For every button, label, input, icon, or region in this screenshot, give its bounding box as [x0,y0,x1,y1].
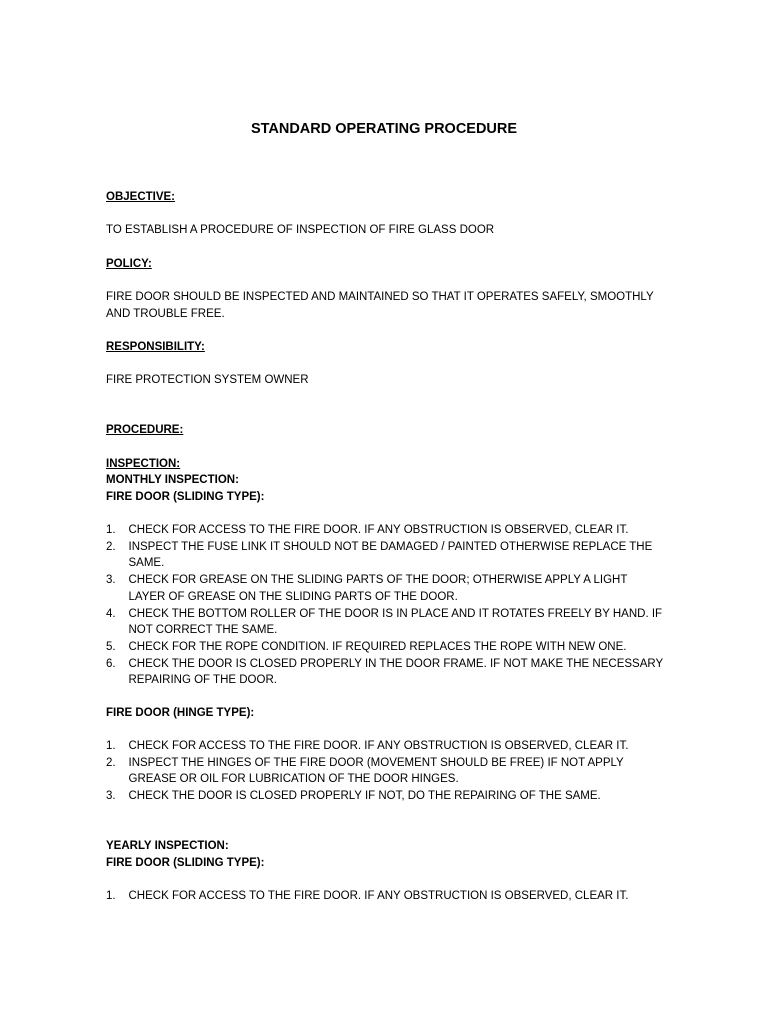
objective-heading: OBJECTIVE: [106,191,176,203]
policy-heading: POLICY: [106,258,152,270]
list-item-text: CHECK FOR ACCESS TO THE FIRE DOOR. IF ANY OBSTRUCTION IS OBSERVED, CLEAR IT. [128,890,629,902]
monthly-sliding-list [106,522,666,689]
list-item-number: 4. [106,607,116,620]
monthly-inspection-heading: MONTHLY INSPECTION: [106,474,239,486]
list-item-text: CHECK FOR ACCESS TO THE FIRE DOOR. IF ANY OBSTRUCTION IS OBSERVED, CLEAR IT. [128,524,629,536]
responsibility-heading: RESPONSIBILITY: [106,341,205,353]
yearly-sliding-list [106,888,666,905]
list-item-text: CHECK THE BOTTOM ROLLER OF THE DOOR IS IN PLACE AND IT ROTATES FREELY BY HAND. IF NOT CORRECT THE SAME. [128,607,663,637]
list-item-number: 1. [106,524,116,536]
yearly-inspection-heading: YEARLY INSPECTION: [106,840,229,852]
list-item [106,606,666,639]
list-item-text: INSPECT THE FUSE LINK IT SHOULD NOT BE DAMAGED / PAINTED OTHERWISE REPLACE THE SAME. [128,540,653,570]
inspection-heading: INSPECTION: [106,458,181,470]
list-item-text: CHECK THE DOOR IS CLOSED PROPERLY IN THE DOOR FRAME. IF NOT MAKE THE NECESSARY REPAIRING OF THE DOOR. [128,657,663,687]
list-item [106,572,666,605]
list-item-text: INSPECT THE HINGES OF THE FIRE DOOR (MOVEMENT SHOULD BE FREE) IF NOT APPLY GREASE OR OIL FOR LUBRICATION OF THE DOOR HINGES. [128,756,624,786]
list-item [106,755,666,788]
list-item-number: 3. [106,574,116,587]
monthly-hinge-heading: FIRE DOOR (HINGE TYPE): [106,707,255,719]
list-item-number: 1. [106,890,116,902]
page-title: STANDARD OPERATING PROCEDURE [250,121,518,137]
list-item-number: 2. [106,540,116,553]
list-item-text: CHECK FOR ACCESS TO THE FIRE DOOR. IF ANY OBSTRUCTION IS OBSERVED, CLEAR IT. [128,740,629,752]
list-item [106,639,666,656]
list-item [106,888,666,905]
monthly-hinge-list [106,738,666,805]
objective-text: TO ESTABLISH A PROCEDURE OF INSPECTION OF FIRE GLASS DOOR [106,224,495,236]
responsibility-text: FIRE PROTECTION SYSTEM OWNER [106,374,309,386]
list-item-number: 1. [106,740,116,752]
list-item-number: 6. [106,657,116,670]
monthly-sliding-heading: FIRE DOOR (SLIDING TYPE): [106,491,265,503]
policy-text: FIRE DOOR SHOULD BE INSPECTED AND MAINTAINED SO THAT IT OPERATES SAFELY, SMOOTHLY AND TROUBLE FREE. [106,291,654,320]
list-item-number: 2. [106,756,116,769]
list-item-text: CHECK FOR THE ROPE CONDITION. IF REQUIRED REPLACES THE ROPE WITH NEW ONE. [128,640,627,653]
list-item-number: 5. [106,640,116,653]
list-item [106,738,666,755]
list-item-text: CHECK THE DOOR IS CLOSED PROPERLY IF NOT, DO THE REPAIRING OF THE SAME. [128,790,601,803]
list-item [106,539,666,572]
list-item [106,788,666,805]
procedure-heading: PROCEDURE: [106,424,184,436]
yearly-sliding-heading: FIRE DOOR (SLIDING TYPE): [106,857,265,869]
list-item [106,522,666,539]
list-item [106,656,666,689]
list-item-text: CHECK FOR GREASE ON THE SLIDING PARTS OF THE DOOR; OTHERWISE APPLY A LIGHT LAYER OF GREASE ON THE SLIDING PARTS OF THE DOOR. [128,574,628,603]
list-item-number: 3. [106,790,116,803]
